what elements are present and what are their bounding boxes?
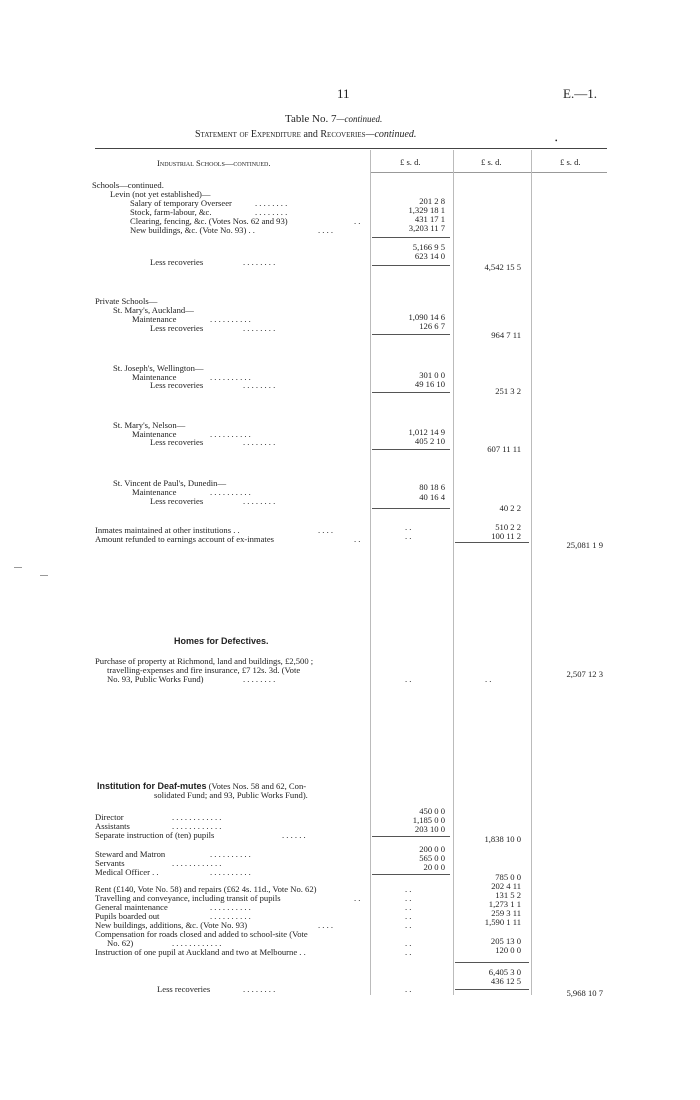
medical-amount: 20 0 0 [423,862,445,872]
inmates-label: Inmates maintained at other institutions . . [95,525,240,535]
subtitle-suffix: —continued. [365,129,417,140]
stmary-auckland-recov: 126 6 7 [419,321,445,331]
subtitle-recoveries: Recoveries [320,129,366,140]
refund-col1: . . [405,531,412,541]
servants-label: Servants [95,858,125,868]
subtitle-and: and [303,129,318,140]
instruction-label: Instruction of one pupil at Auckland and two at Melbourne . . [95,947,306,957]
stmary-nelson-recov-dots: . . . . . . . . [243,437,276,447]
instruction-amount: 120 0 0 [495,945,521,955]
stmary-auckland-rule [372,334,450,335]
director-amount: 450 0 0 [419,806,445,816]
stmary-nelson-maint-label: Maintenance [132,429,177,439]
schools-heading: Schools—continued. [92,180,164,190]
top-rule [95,148,607,149]
servants-amount: 565 0 0 [419,853,445,863]
stmary-nelson-recov-label: Less recoveries [150,437,204,447]
column-rule-3 [531,150,532,995]
industrial-total-rule [455,542,529,543]
stjoseph-maint-label: Maintenance [132,372,177,382]
separate-dots: . . . . . . [282,830,306,840]
column-rule-1 [370,150,371,995]
newbuild-col1: . . [405,920,412,930]
separate-label: Separate instruction of (ten) pupils [95,830,215,840]
travel-dots: . . [354,893,361,903]
boarded-col1: . . [405,911,412,921]
defectives-dots: . . . . . . . . [243,674,276,684]
stock-label: Stock, farm-labour, &c. [130,207,212,217]
section-heading-industrial: Industrial Schools—continued. [157,158,271,168]
stvincent-maint-label: Maintenance [132,487,177,497]
rent-col1: . . [405,884,412,894]
clearing-dots: . . [354,216,361,226]
stvincent-recov-label: Less recoveries [150,496,204,506]
stmary-auckland-maint-dots: . . . . . . . . . . [210,314,251,324]
compensation-col1: . . [405,938,412,948]
deaf-recoveries-col1: . . [405,984,412,994]
instruction-col1: . . [405,947,412,957]
stjoseph-recov-dots: . . . . . . . . [243,380,276,390]
stjoseph-net: 251 3 2 [495,386,521,396]
stmary-auckland-name: St. Mary's, Auckland— [113,305,194,315]
assistants-dots: . . . . . . . . . . . . [172,821,222,831]
general-amount: 1,273 1 1 [488,899,521,909]
levin-subtotal-rule [372,237,450,238]
industrial-schools-total: 25,081 1 9 [566,540,603,550]
stock-amount: 1,329 18 1 [408,205,445,215]
clearing-amount: 431 17 1 [414,214,445,224]
compensation-label-cont: No. 62) [107,938,134,948]
stmary-nelson-rule [372,449,450,450]
buildings-amount: 3,203 11 7 [408,223,445,233]
deaf-recoveries-dots: . . . . . . . . [243,984,276,994]
deaf-gross-total: 6,405 3 0 [488,967,521,977]
column-header-1: £ s. d. [400,157,421,167]
rent-amount: 202 4 11 [491,881,521,891]
private-schools-heading: Private Schools— [95,296,158,306]
refund-amount: 100 11 2 [491,531,521,541]
general-dots: . . . . . . . . . . [210,902,251,912]
boarded-dots: . . . . . . . . . . [210,911,251,921]
salary-amount: 201 2 8 [419,196,445,206]
margin-mark [14,567,22,568]
deaf-heading-title: Institution for Deaf-mutes [97,781,207,791]
defectives-col2: . . [485,674,492,684]
levin-net: 4,542 15 5 [484,262,521,272]
travel-col1: . . [405,893,412,903]
travel-amount: 131 5 2 [495,890,521,900]
deaf-household-rule [372,874,450,875]
defectives-line3: No. 93, Public Works Fund) [107,674,204,684]
levin-subtotal: 5,166 9 5 [412,242,445,252]
levin-recoveries-amount: 623 14 0 [414,251,445,261]
deaf-staff-rule [372,836,450,837]
refund-label: Amount refunded to earnings account of ex-inmates [95,534,274,544]
dot-mark: • [555,137,558,145]
boarded-amount: 259 3 11 [491,908,521,918]
general-col1: . . [405,902,412,912]
stvincent-net: 40 2 2 [499,503,521,513]
column-rule-2 [453,150,454,995]
deaf-net-rule [455,989,529,990]
rent-label: Rent (£140, Vote No. 58) and repairs (£62 4s. 11d., Vote No. 62) [95,884,317,894]
steward-label: Steward and Matron [95,849,166,859]
deaf-recoveries-amount: 436 12 5 [490,976,521,986]
deaf-staff-subtotal: 1,838 10 0 [484,834,521,844]
deaf-heading-line2: solidated Fund; and 93, Public Works Fund). [154,790,308,800]
stock-dots: . . . . . . . . [255,207,288,217]
steward-dots: . . . . . . . . . . [210,849,251,859]
separate-amount: 203 10 0 [414,824,445,834]
column-header-2: £ s. d. [481,157,502,167]
stmary-nelson-recov: 405 2 10 [414,436,445,446]
salary-dots: . . . . . . . . [255,198,288,208]
defectives-heading: Homes for Defectives. [174,636,269,646]
compensation-label: Compensation for roads closed and added to school-site (Vote [95,929,308,939]
assistants-amount: 1,185 0 0 [412,815,445,825]
general-label: General maintenance [95,902,168,912]
margin-mark [40,575,48,576]
stjoseph-maint-dots: . . . . . . . . . . [210,372,251,382]
clearing-label: Clearing, fencing, &c. (Votes Nos. 62 and 93) [130,216,288,226]
director-dots: . . . . . . . . . . . . [172,812,222,822]
deaf-heading-rest: (Votes Nos. 58 and 62, Con- [206,781,307,791]
stvincent-recov-dots: . . . . . . . . [243,496,276,506]
levin-heading: Levin (not yet established)— [110,189,211,199]
stjoseph-rule [372,392,450,393]
stmary-auckland-recov-dots: . . . . . . . . [243,323,276,333]
deaf-gross-rule [455,962,529,963]
defectives-total: 2,507 12 3 [566,669,603,679]
inmates-amount: 510 2 2 [495,522,521,532]
stvincent-recov: 40 16 4 [419,492,445,502]
stmary-nelson-maint: 1,012 14 9 [408,427,445,437]
inmates-col1: . . [405,522,412,532]
stmary-auckland-maint: 1,090 14 6 [408,312,445,322]
boarded-label: Pupils boarded out [95,911,160,921]
table-title-main: Table No. 7 [285,113,337,125]
deaf-household-subtotal: 785 0 0 [495,872,521,882]
table-title [285,114,382,124]
defectives-line1: Purchase of property at Richmond, land and buildings, £2,500 ; [95,656,314,666]
stmary-nelson-net: 607 11 11 [487,444,521,454]
stjoseph-recov-label: Less recoveries [150,380,204,390]
column-header-3: £ s. d. [560,157,581,167]
newbuild-label: New buildings, additions, &c. (Vote No. 93) [95,920,248,930]
inmates-dots: . . . . [318,525,334,535]
levin-net-rule [372,265,450,266]
buildings-label: New buildings, &c. (Vote No. 93) . . [130,225,255,235]
levin-recoveries-dots: . . . . . . . . [243,257,276,267]
assistants-label: Assistants [95,821,130,831]
stmary-auckland-maint-label: Maintenance [132,314,177,324]
stvincent-maint-dots: . . . . . . . . . . [210,487,251,497]
stvincent-rule [372,508,450,509]
stmary-auckland-recov-label: Less recoveries [150,323,204,333]
steward-amount: 200 0 0 [419,844,445,854]
newbuild-dots: . . . . [318,920,334,930]
stmary-auckland-net: 964 7 11 [491,330,521,340]
deaf-recoveries-label: Less recoveries [157,984,211,994]
director-label: Director [95,812,124,822]
travel-label: Travelling and conveyance, including transit of pupils [95,893,281,903]
newbuild-amount: 1,590 1 11 [484,917,521,927]
servants-dots: . . . . . . . . . . . . [172,858,222,868]
stjoseph-maint: 301 0 0 [419,370,445,380]
stvincent-name: St. Vincent de Paul's, Dunedin— [113,478,227,488]
document-code: E.—1. [563,86,597,101]
deaf-mutes-total: 5,968 10 7 [566,988,603,998]
page-number: 11 [337,86,350,101]
defectives-line2: travelling-expenses and fire insurance, £7 12s. 3d. (Vote [107,665,301,675]
salary-label: Salary of temporary Overseer [130,198,232,208]
column-header-rule [370,172,607,173]
table-subtitle [195,130,416,140]
defectives-col1: . . [405,674,412,684]
compensation-amount: 205 13 0 [490,936,521,946]
levin-recoveries-label: Less recoveries [150,257,204,267]
stvincent-maint: 80 18 6 [419,482,445,492]
stmary-nelson-name: St. Mary's, Nelson— [113,420,186,430]
buildings-dots: . . . . [318,225,334,235]
stmary-nelson-maint-dots: . . . . . . . . . . [210,429,251,439]
subtitle-expenditure: Statement of Expenditure [195,129,301,140]
stjoseph-name: St. Joseph's, Wellington— [113,363,204,373]
table-title-suffix: —continued. [336,114,383,124]
compensation-dots: . . . . . . . . . . . . [172,938,222,948]
stjoseph-recov: 49 16 10 [414,379,445,389]
refund-dots: . . [354,534,361,544]
medical-dots: . . . . . . . . . . [210,867,251,877]
medical-label: Medical Officer . . [95,867,159,877]
